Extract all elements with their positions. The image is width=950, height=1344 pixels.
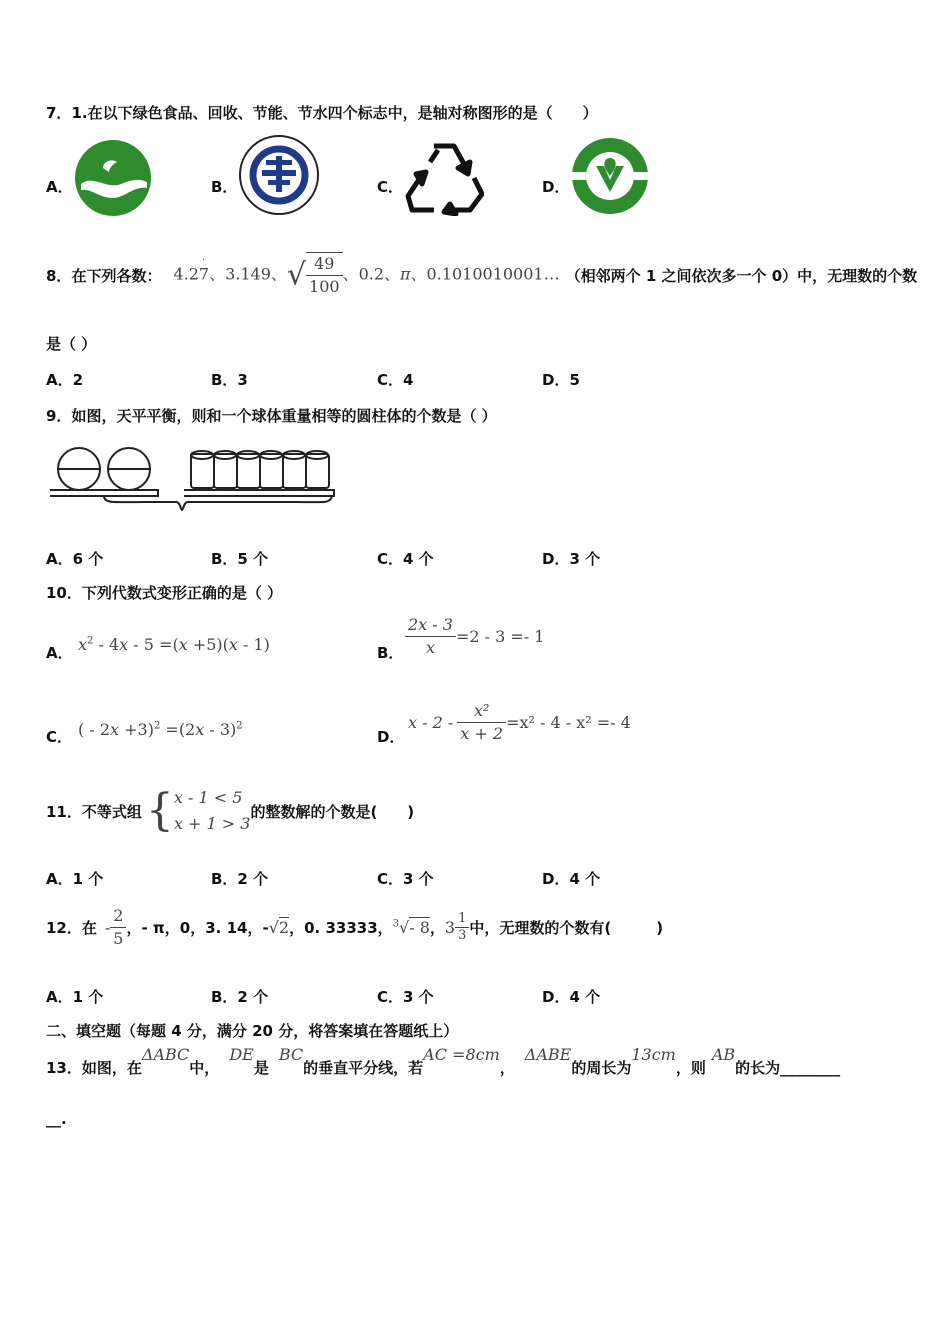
- q12-mixed-int: 3: [444, 917, 456, 937]
- q7-stem: 1.在以下绿色食品、回收、节能、节水四个标志中，是轴对称图形的是（ ）: [71, 104, 598, 122]
- q11-option-b: B．2 个: [211, 870, 269, 888]
- q12-sqrt-val: 2: [278, 917, 290, 937]
- q10-stem: 下列代数式变形正确的是（ ）: [81, 584, 283, 602]
- q7-number: 7．: [46, 104, 72, 122]
- q12-number: 12．: [46, 918, 82, 937]
- q11-lines: [174, 785, 251, 837]
- q13-t4: 的垂直平分线，若: [303, 1059, 424, 1077]
- q13-line: [46, 1042, 840, 1078]
- q12-items2: ，0. 33333，: [289, 918, 393, 937]
- a-rest2: - 5 =(: [128, 635, 179, 654]
- q10-option-c-label: C．: [46, 728, 73, 746]
- q10-option-d-label: D．: [377, 728, 405, 746]
- q9-option-a: A．6 个: [46, 550, 104, 568]
- q9-option-c: C．4 个: [377, 550, 434, 568]
- q11-number: 11．: [46, 802, 82, 821]
- q13-ac: AC =8cm: [423, 1045, 500, 1064]
- b-fraction: [405, 614, 456, 659]
- q7-option-d-label: D．: [542, 178, 570, 196]
- q11-stem-b: 的整数解的个数是( ): [250, 802, 415, 821]
- a-x4: x: [228, 635, 238, 654]
- q8-numbers: [173, 252, 559, 298]
- q13-answer-blank-end[interactable]: __.: [46, 1110, 67, 1128]
- q12-f-num: 2: [110, 905, 126, 928]
- a-rest4: - 1): [237, 635, 270, 654]
- d-num: x²: [457, 700, 506, 723]
- c-text2: +3): [119, 720, 154, 739]
- q11-brace: {: [145, 785, 174, 836]
- q8-option-c: C．4: [377, 371, 414, 389]
- q12-sqrt: √2: [268, 917, 290, 937]
- q8-number: 8．: [46, 266, 72, 285]
- green-food-logo-icon: [73, 138, 153, 218]
- q7-option-b-label: B．: [211, 178, 238, 196]
- b-num: 2x - 3: [405, 614, 456, 637]
- q9-option-d: D．3 个: [542, 550, 601, 568]
- q8-repeat-dot: ·: [202, 255, 206, 266]
- q8-sqrt-fraction: [306, 252, 343, 298]
- q8-repeating-decimal: 4.27: [173, 264, 210, 284]
- q8-frac-num: 49: [306, 253, 343, 276]
- q12-mixed-num: 1: [455, 911, 469, 928]
- d-fraction: [457, 700, 506, 745]
- q12-mixed-den: 3: [458, 927, 467, 943]
- q9-number: 9．: [46, 407, 72, 425]
- q13-t7: ，则: [675, 1059, 706, 1077]
- d-text1: x - 2 -: [408, 713, 454, 732]
- q10-option-b-expr: [405, 614, 544, 659]
- q13-t5: ，: [499, 1059, 515, 1077]
- d-text2: =x² - 4 - x² =- 4: [506, 713, 631, 732]
- q10-option-a-expr: $x^2 - 4x - 5 =(x +5)(x - 1)$: [78, 635, 270, 654]
- q13-number: 13．: [46, 1059, 82, 1077]
- q10-line: [46, 582, 282, 603]
- q8-stem-c: 是（ ）: [46, 335, 97, 353]
- b-rest: =2 - 3 =- 1: [455, 627, 545, 646]
- q8-option-a: A．2: [46, 371, 84, 389]
- q7-option-c-label: C．: [377, 178, 404, 196]
- q13-t1: 如图，在: [81, 1059, 142, 1077]
- q12-items: ，- π，0，3. 14，-: [126, 918, 269, 937]
- q10-option-b-label: B．: [377, 644, 404, 662]
- a-rest1: - 4: [93, 635, 120, 654]
- q13-bc: BC: [278, 1045, 304, 1064]
- q8-pi: π: [400, 264, 411, 284]
- q13-ab: AB: [711, 1045, 736, 1064]
- q8-stem-a: 在下列各数：: [71, 266, 162, 285]
- a-x2: x: [119, 635, 129, 654]
- q8-stem-b: （相邻两个 1 之间依次多一个 0）中，无理数的个数: [565, 266, 918, 285]
- a-x3: x: [178, 635, 188, 654]
- q11-line: [46, 783, 414, 839]
- q12-stem-b: 中，无理数的个数有( ): [469, 918, 664, 937]
- q13-t6: 的周长为: [571, 1059, 632, 1077]
- b-den: x: [425, 638, 435, 657]
- q12-mixed-frac: [455, 911, 469, 944]
- q11-option-d: D．4 个: [542, 870, 601, 888]
- q11-line1: x - 1 < 5: [173, 788, 243, 807]
- q8-option-d: D．5: [542, 371, 580, 389]
- q9-option-b: B．5 个: [211, 550, 269, 568]
- q12-cbrt-val: - 8: [409, 917, 430, 937]
- q12-f-den: 5: [113, 928, 124, 948]
- d-den: x + 2: [460, 724, 504, 743]
- q12-option-c: C．3 个: [377, 988, 434, 1006]
- q13-t2: 中，: [189, 1059, 220, 1077]
- a-rest3: +5)(: [187, 635, 229, 654]
- q8-list-part-3: 、0.1010010001…: [410, 264, 560, 284]
- q11-system: [146, 785, 251, 837]
- energy-saving-logo-icon: [238, 134, 320, 216]
- q8-line: [46, 250, 917, 300]
- q12-option-d: D．4 个: [542, 988, 601, 1006]
- q12-cbrt: $^3$√- 8: [392, 917, 430, 937]
- q8-list-part-2: 、0.2、: [342, 264, 401, 284]
- q10-option-a-label: A．: [46, 644, 73, 662]
- q13-perimeter: 13cm: [631, 1045, 676, 1064]
- q11-option-a: A．1 个: [46, 870, 104, 888]
- q11-option-c: C．3 个: [377, 870, 434, 888]
- c-text3: =(2: [160, 720, 196, 739]
- q13-abc: ΔABC: [141, 1045, 190, 1064]
- q10-number: 10．: [46, 584, 82, 602]
- q12-line: [46, 902, 663, 952]
- q12-option-a: A．1 个: [46, 988, 104, 1006]
- recycle-logo-icon: [404, 138, 484, 216]
- q10-option-c-expr: ( - 2x +3)$^2$ =(2x - 3)$^2$: [78, 720, 243, 739]
- section2-title: 二、填空题（每题 4 分，满分 20 分，将答案填在答题纸上）: [46, 1022, 459, 1040]
- q11-line2: x + 1 > 3: [173, 814, 251, 833]
- q12-option-b: B．2 个: [211, 988, 269, 1006]
- c-x2: x: [195, 720, 205, 739]
- q12-items3: ，: [429, 918, 445, 937]
- q12-stem-a: 在: [81, 918, 97, 937]
- c-text4: - 3): [204, 720, 237, 739]
- q13-de: DE: [229, 1045, 254, 1064]
- q7-line: [46, 102, 598, 123]
- q13-answer-blank[interactable]: 的长为________: [735, 1059, 841, 1077]
- q13-abe: ΔABE: [524, 1045, 572, 1064]
- a-x: x: [78, 635, 88, 654]
- c-x: x: [110, 720, 120, 739]
- q12-fraction: [110, 905, 126, 950]
- q8-sqrt: √ $\frac{49}{100}$: [287, 252, 343, 298]
- q8-frac-den: 100: [309, 277, 340, 296]
- q7-option-a-label: A．: [46, 178, 73, 196]
- balance-figure: [46, 440, 341, 515]
- q9-stem: 如图，天平平衡，则和一个球体重量相等的圆柱体的个数是（ ）: [71, 407, 497, 425]
- q8-list-part: 、3.149、: [209, 264, 287, 284]
- c-text1: ( - 2: [78, 720, 110, 739]
- q10-option-d-expr: [408, 700, 631, 745]
- water-saving-logo-icon: [570, 136, 650, 216]
- q12-neg: -: [104, 917, 111, 937]
- q13-t3: 是: [253, 1059, 269, 1077]
- q11-stem-a: 不等式组: [81, 802, 142, 821]
- q8-option-b: B．3: [211, 371, 248, 389]
- q9-line: [46, 405, 497, 426]
